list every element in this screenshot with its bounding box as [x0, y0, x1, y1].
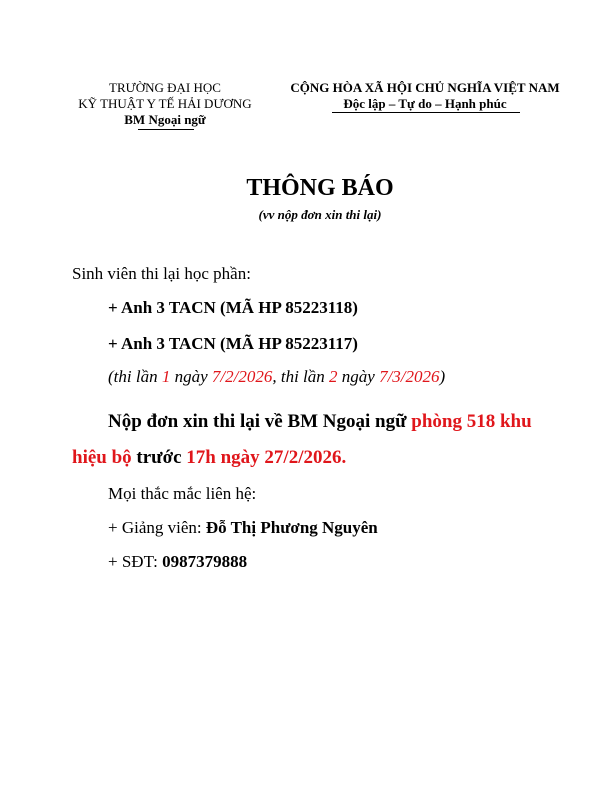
notice-before: trước — [131, 447, 187, 468]
lecturer-label: + Giảng viên: — [108, 518, 206, 537]
phone-label: + SĐT: — [108, 552, 163, 571]
notice-building: hiệu bộ — [72, 447, 132, 468]
document-subtitle: (vv nộp đơn xin thi lại) — [258, 207, 382, 222]
institution-block — [60, 80, 270, 128]
notice-text-1: Nộp đơn xin thi lại về BM Ngoại ngữ — [108, 411, 412, 432]
contact-lecturer — [108, 518, 378, 538]
schedule-mid: , thi lần — [272, 367, 330, 386]
attempt-1-date: 7/2/2026 — [211, 367, 273, 386]
schedule-day-label-1: ngày — [170, 367, 212, 386]
national-motto: Độc lập – Tự do – Hạnh phúc — [343, 96, 507, 111]
attempt-2-number: 2 — [329, 367, 338, 386]
schedule-open: (thi lần — [108, 367, 162, 386]
notice-line-2 — [72, 446, 346, 470]
national-motto-block — [270, 80, 580, 112]
department-underline — [138, 129, 194, 130]
notice-deadline: 17h ngày 27/2/2026. — [186, 447, 347, 468]
national-title: CỘNG HÒA XÃ HỘI CHỦ NGHĨA VIỆT NAM — [290, 80, 560, 95]
notice-room: phòng 518 khu — [411, 411, 532, 432]
motto-underline — [332, 112, 520, 113]
attempt-2-date: 7/3/2026 — [379, 367, 440, 386]
department-name: BM Ngoại ngữ — [124, 112, 206, 127]
course-item-1: + Anh 3 TACN (MÃ HP 85223118) — [108, 298, 358, 317]
notice-line-1 — [108, 410, 532, 434]
lecturer-name: Đỗ Thị Phương Nguyên — [205, 518, 378, 537]
contact-phone — [108, 552, 247, 572]
schedule-close: ) — [439, 367, 446, 386]
schedule-day-label-2: ngày — [337, 367, 380, 386]
attempt-1-number: 1 — [161, 367, 171, 386]
document-title: THÔNG BÁO — [246, 175, 394, 201]
institution-line-2: KỸ THUẬT Y TẾ HẢI DƯƠNG — [78, 96, 252, 111]
contact-heading: Mọi thắc mắc liên hệ: — [108, 484, 257, 503]
phone-number: 0987379888 — [162, 552, 248, 571]
exam-schedule — [108, 367, 445, 387]
intro-text: Sinh viên thi lại học phần: — [72, 264, 251, 283]
institution-line-1: TRƯỜNG ĐẠI HỌC — [109, 80, 221, 95]
course-item-2: + Anh 3 TACN (MÃ HP 85223117) — [108, 334, 358, 353]
